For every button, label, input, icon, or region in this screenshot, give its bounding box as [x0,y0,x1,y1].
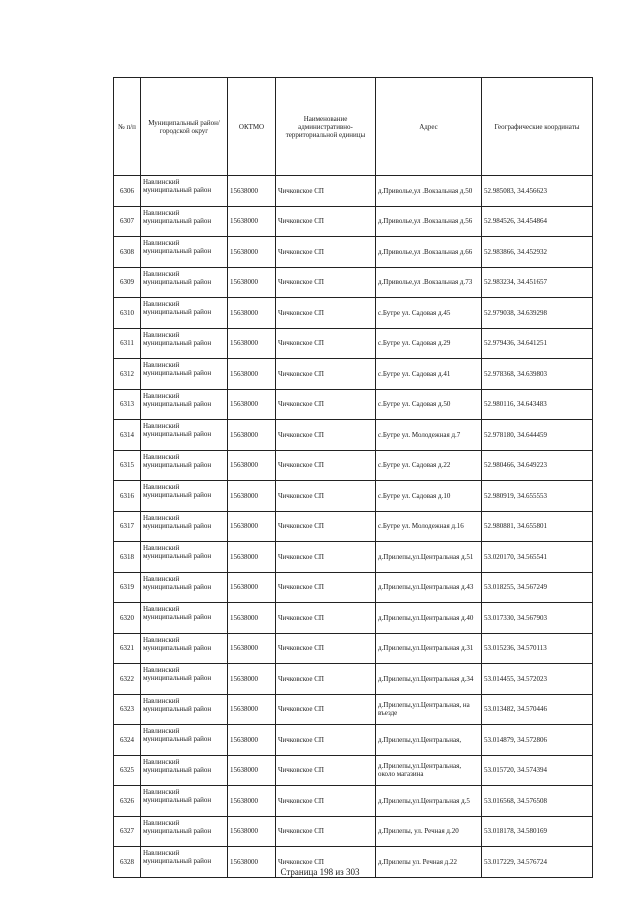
row-admin-unit: Чичковское СП [276,694,376,725]
row-oktmo: 15638000 [228,633,276,664]
row-district: Навлинский муниципальный район [141,359,228,390]
row-admin-unit: Чичковское СП [276,755,376,786]
row-address: д.Прилепы,ул.Центральная д.43 [376,572,482,603]
row-admin-unit: Чичковское СП [276,664,376,695]
table-row [114,359,593,390]
row-admin-unit: Чичковское СП [276,542,376,573]
row-oktmo: 15638000 [228,298,276,329]
row-address: с.Бутре ул. Молодежная д.16 [376,511,482,542]
table-row [114,450,593,481]
row-coordinates: 52.984526, 34.454864 [482,206,593,237]
row-district: Навлинский муниципальный район [141,267,228,298]
row-admin-unit: Чичковское СП [276,633,376,664]
row-address: д.Прилепы,ул.Центральная д.34 [376,664,482,695]
row-index: 6313 [114,389,141,420]
row-admin-unit: Чичковское СП [276,511,376,542]
row-coordinates: 52.980919, 34.655553 [482,481,593,512]
row-address: с.Бутре ул. Садовая д.29 [376,328,482,359]
row-admin-unit: Чичковское СП [276,786,376,817]
row-index: 6321 [114,633,141,664]
row-oktmo: 15638000 [228,176,276,207]
row-coordinates: 53.018255, 34.567249 [482,572,593,603]
table-header-row [114,78,593,176]
row-district: Навлинский муниципальный район [141,176,228,207]
table-row [114,786,593,817]
row-address: д.Прилепы,ул.Центральная, около магазина [376,755,482,786]
row-address: д.Прилепы,ул.Центральная, [376,725,482,756]
row-index: 6308 [114,237,141,268]
row-district: Навлинский муниципальный район [141,542,228,573]
row-coordinates: 52.980116, 34.643483 [482,389,593,420]
row-address: д.Прилепы,ул.Центральная д.5 [376,786,482,817]
row-coordinates: 52.978180, 34.644459 [482,420,593,451]
row-oktmo: 15638000 [228,420,276,451]
row-address: д.Прилепы,ул.Центральная д.40 [376,603,482,634]
row-index: 6315 [114,450,141,481]
row-coordinates: 53.014879, 34.572806 [482,725,593,756]
row-district: Навлинский муниципальный район [141,664,228,695]
row-address: с.Бутре ул. Садовая д.10 [376,481,482,512]
row-district: Навлинский муниципальный район [141,786,228,817]
table-row [114,481,593,512]
header-admin-unit: Наименование административно-территориальной единицы [276,78,376,176]
row-coordinates: 52.983866, 34.452932 [482,237,593,268]
table-row [114,633,593,664]
row-district: Навлинский муниципальный район [141,298,228,329]
row-admin-unit: Чичковское СП [276,176,376,207]
row-coordinates: 53.013482, 34.570446 [482,694,593,725]
row-district: Навлинский муниципальный район [141,694,228,725]
row-admin-unit: Чичковское СП [276,420,376,451]
row-admin-unit: Чичковское СП [276,237,376,268]
row-index: 6327 [114,816,141,847]
row-index: 6328 [114,847,141,878]
row-address: д.Прилепы,ул.Центральная д.31 [376,633,482,664]
row-oktmo: 15638000 [228,816,276,847]
row-address: д.Приволье,ул .Вокзальная д.66 [376,237,482,268]
table-row [114,664,593,695]
row-index: 6320 [114,603,141,634]
row-index: 6326 [114,786,141,817]
row-coordinates: 53.014455, 34.572023 [482,664,593,695]
table-row [114,420,593,451]
row-coordinates: 52.979038, 34.639298 [482,298,593,329]
row-oktmo: 15638000 [228,572,276,603]
row-district: Навлинский муниципальный район [141,481,228,512]
row-coordinates: 53.015236, 34.570113 [482,633,593,664]
row-index: 6317 [114,511,141,542]
row-oktmo: 15638000 [228,267,276,298]
row-address: с.Бутре ул. Молодежная д.7 [376,420,482,451]
row-oktmo: 15638000 [228,359,276,390]
row-district: Навлинский муниципальный район [141,603,228,634]
row-admin-unit: Чичковское СП [276,298,376,329]
row-oktmo: 15638000 [228,237,276,268]
table-row [114,755,593,786]
row-index: 6306 [114,176,141,207]
row-address: д.Прилепы,ул.Центральная д.51 [376,542,482,573]
row-oktmo: 15638000 [228,694,276,725]
row-oktmo: 15638000 [228,786,276,817]
row-address: с.Бутре ул. Садовая д.41 [376,359,482,390]
row-index: 6324 [114,725,141,756]
row-district: Навлинский муниципальный район [141,847,228,878]
row-address: д.Прилепы ул. Речная д.22 [376,847,482,878]
row-admin-unit: Чичковское СП [276,603,376,634]
row-oktmo: 15638000 [228,511,276,542]
row-district: Навлинский муниципальный район [141,389,228,420]
row-coordinates: 53.017330, 34.567903 [482,603,593,634]
row-admin-unit: Чичковское СП [276,267,376,298]
row-index: 6325 [114,755,141,786]
row-index: 6318 [114,542,141,573]
row-oktmo: 15638000 [228,206,276,237]
row-address: с.Бутре ул. Садовая д.45 [376,298,482,329]
table-row [114,328,593,359]
row-district: Навлинский муниципальный район [141,725,228,756]
row-district: Навлинский муниципальный район [141,237,228,268]
row-index: 6319 [114,572,141,603]
table-row [114,206,593,237]
row-oktmo: 15638000 [228,603,276,634]
row-index: 6322 [114,664,141,695]
row-district: Навлинский муниципальный район [141,450,228,481]
row-coordinates: 53.018178, 34.580169 [482,816,593,847]
row-coordinates: 52.983234, 34.451657 [482,267,593,298]
row-district: Навлинский муниципальный район [141,206,228,237]
row-oktmo: 15638000 [228,664,276,695]
header-address: Адрес [376,78,482,176]
row-oktmo: 15638000 [228,725,276,756]
row-admin-unit: Чичковское СП [276,206,376,237]
row-coordinates: 53.016568, 34.576508 [482,786,593,817]
row-index: 6310 [114,298,141,329]
table-row [114,267,593,298]
table-row [114,816,593,847]
header-index: № п/п [114,78,141,176]
row-address: с.Бутре ул. Садовая д.22 [376,450,482,481]
header-oktmo: ОКТМО [228,78,276,176]
row-admin-unit: Чичковское СП [276,481,376,512]
header-coordinates: Географические координаты [482,78,593,176]
row-admin-unit: Чичковское СП [276,389,376,420]
row-district: Навлинский муниципальный район [141,420,228,451]
table-row [114,572,593,603]
table-row [114,603,593,634]
row-address: д.Приволье,ул .Вокзальная д.50 [376,176,482,207]
row-district: Навлинский муниципальный район [141,633,228,664]
row-district: Навлинский муниципальный район [141,755,228,786]
row-oktmo: 15638000 [228,389,276,420]
row-district: Навлинский муниципальный район [141,328,228,359]
row-admin-unit: Чичковское СП [276,847,376,878]
table-row [114,176,593,207]
row-index: 6312 [114,359,141,390]
table-row [114,511,593,542]
table-row [114,389,593,420]
row-address: д.Прилепы, ул. Речная д.20 [376,816,482,847]
row-coordinates: 52.978368, 34.639803 [482,359,593,390]
row-coordinates: 52.985083, 34.456623 [482,176,593,207]
row-address: с.Бутре ул. Садовая д.50 [376,389,482,420]
row-index: 6307 [114,206,141,237]
row-oktmo: 15638000 [228,542,276,573]
table-row [114,542,593,573]
row-coordinates: 52.980881, 34.655801 [482,511,593,542]
row-coordinates: 52.980466, 34.649223 [482,450,593,481]
row-admin-unit: Чичковское СП [276,816,376,847]
row-index: 6314 [114,420,141,451]
address-table [113,77,593,878]
row-district: Навлинский муниципальный район [141,816,228,847]
row-admin-unit: Чичковское СП [276,450,376,481]
table-row [114,298,593,329]
row-district: Навлинский муниципальный район [141,511,228,542]
row-index: 6311 [114,328,141,359]
table-row [114,694,593,725]
row-admin-unit: Чичковское СП [276,725,376,756]
row-address: д.Приволье,ул .Вокзальная д.56 [376,206,482,237]
row-oktmo: 15638000 [228,481,276,512]
row-admin-unit: Чичковское СП [276,328,376,359]
row-oktmo: 15638000 [228,328,276,359]
row-index: 6309 [114,267,141,298]
row-oktmo: 15638000 [228,847,276,878]
row-coordinates: 53.020170, 34.565541 [482,542,593,573]
row-oktmo: 15638000 [228,450,276,481]
row-address: д.Прилепы,ул.Центральная, на въезде [376,694,482,725]
row-district: Навлинский муниципальный район [141,572,228,603]
table-row [114,237,593,268]
page-number: Страница 198 из 303 [280,867,360,877]
table-row [114,725,593,756]
row-admin-unit: Чичковское СП [276,572,376,603]
row-index: 6316 [114,481,141,512]
row-oktmo: 15638000 [228,755,276,786]
row-coordinates: 53.015720, 34.574394 [482,755,593,786]
row-admin-unit: Чичковское СП [276,359,376,390]
row-address: д.Приволье,ул .Вокзальная д.73 [376,267,482,298]
row-coordinates: 53.017229, 34.576724 [482,847,593,878]
header-district: Муниципальный район/городской округ [141,78,228,176]
row-index: 6323 [114,694,141,725]
row-coordinates: 52.979436, 34.641251 [482,328,593,359]
